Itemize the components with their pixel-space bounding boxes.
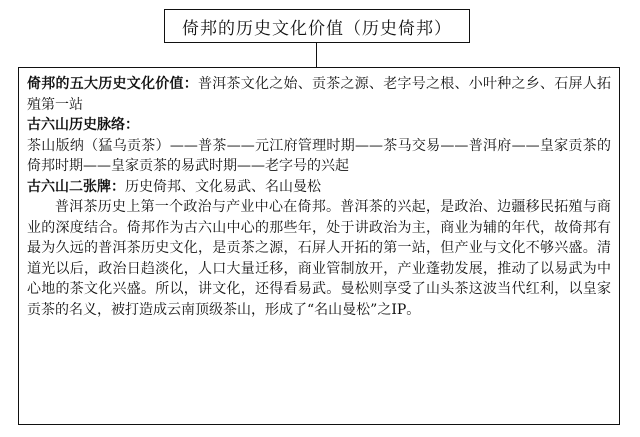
- section-timeline-heading: [27, 115, 611, 136]
- section-values-label: 倚邦的五大历史文化价值：: [27, 76, 198, 92]
- body-paragraph: 普洱茶历史上第一个政治与产业中心在倚邦。普洱茶的兴起，是政治、边疆移民拓殖与商业的深度结合。倚邦作为古六山中心的那些年，处于讲政治为主，商业为辅的年代，故倚邦有最为久远的普洱茶历史文化，是贡茶之源，石屏人开拓的第一站，但产业与文化不够兴盛。清道光以后，政治日趋淡化，人口大量迁移，商业管制放开，产业蓬勃发展，推动了以易武为中心地的茶文化兴盛。所以，讲文化，还得看易武。曼松则享受了山头茶这波当代红利，以皇家贡茶的名义，被打造成云南顶级茶山，形成了“名山曼松”之IP。: [27, 199, 611, 318]
- section-cards: [27, 177, 611, 198]
- connector-line: [316, 43, 317, 67]
- section-values: [27, 74, 611, 115]
- content-box: [18, 67, 620, 425]
- section-values-text: 普洱茶文化之始、贡茶之源、老字号之根、小叶种之乡、石屏人拓殖第一站: [27, 76, 611, 113]
- section-cards-label: 古六山二张牌：: [27, 178, 125, 195]
- section-cards-text: 历史倚邦、文化易武、名山曼松: [125, 178, 321, 195]
- section-timeline-body: 茶山版纳（猛乌贡茶）——普茶——元江府管理时期——茶马交易——普洱府——皇家贡茶的倚邦时期——皇家贡茶的易武时期——老字号的兴起: [27, 137, 611, 174]
- page-title: 倚邦的历史文化价值（历史倚邦）: [164, 9, 470, 43]
- section-timeline-label: 古六山历史脉络：: [27, 117, 139, 133]
